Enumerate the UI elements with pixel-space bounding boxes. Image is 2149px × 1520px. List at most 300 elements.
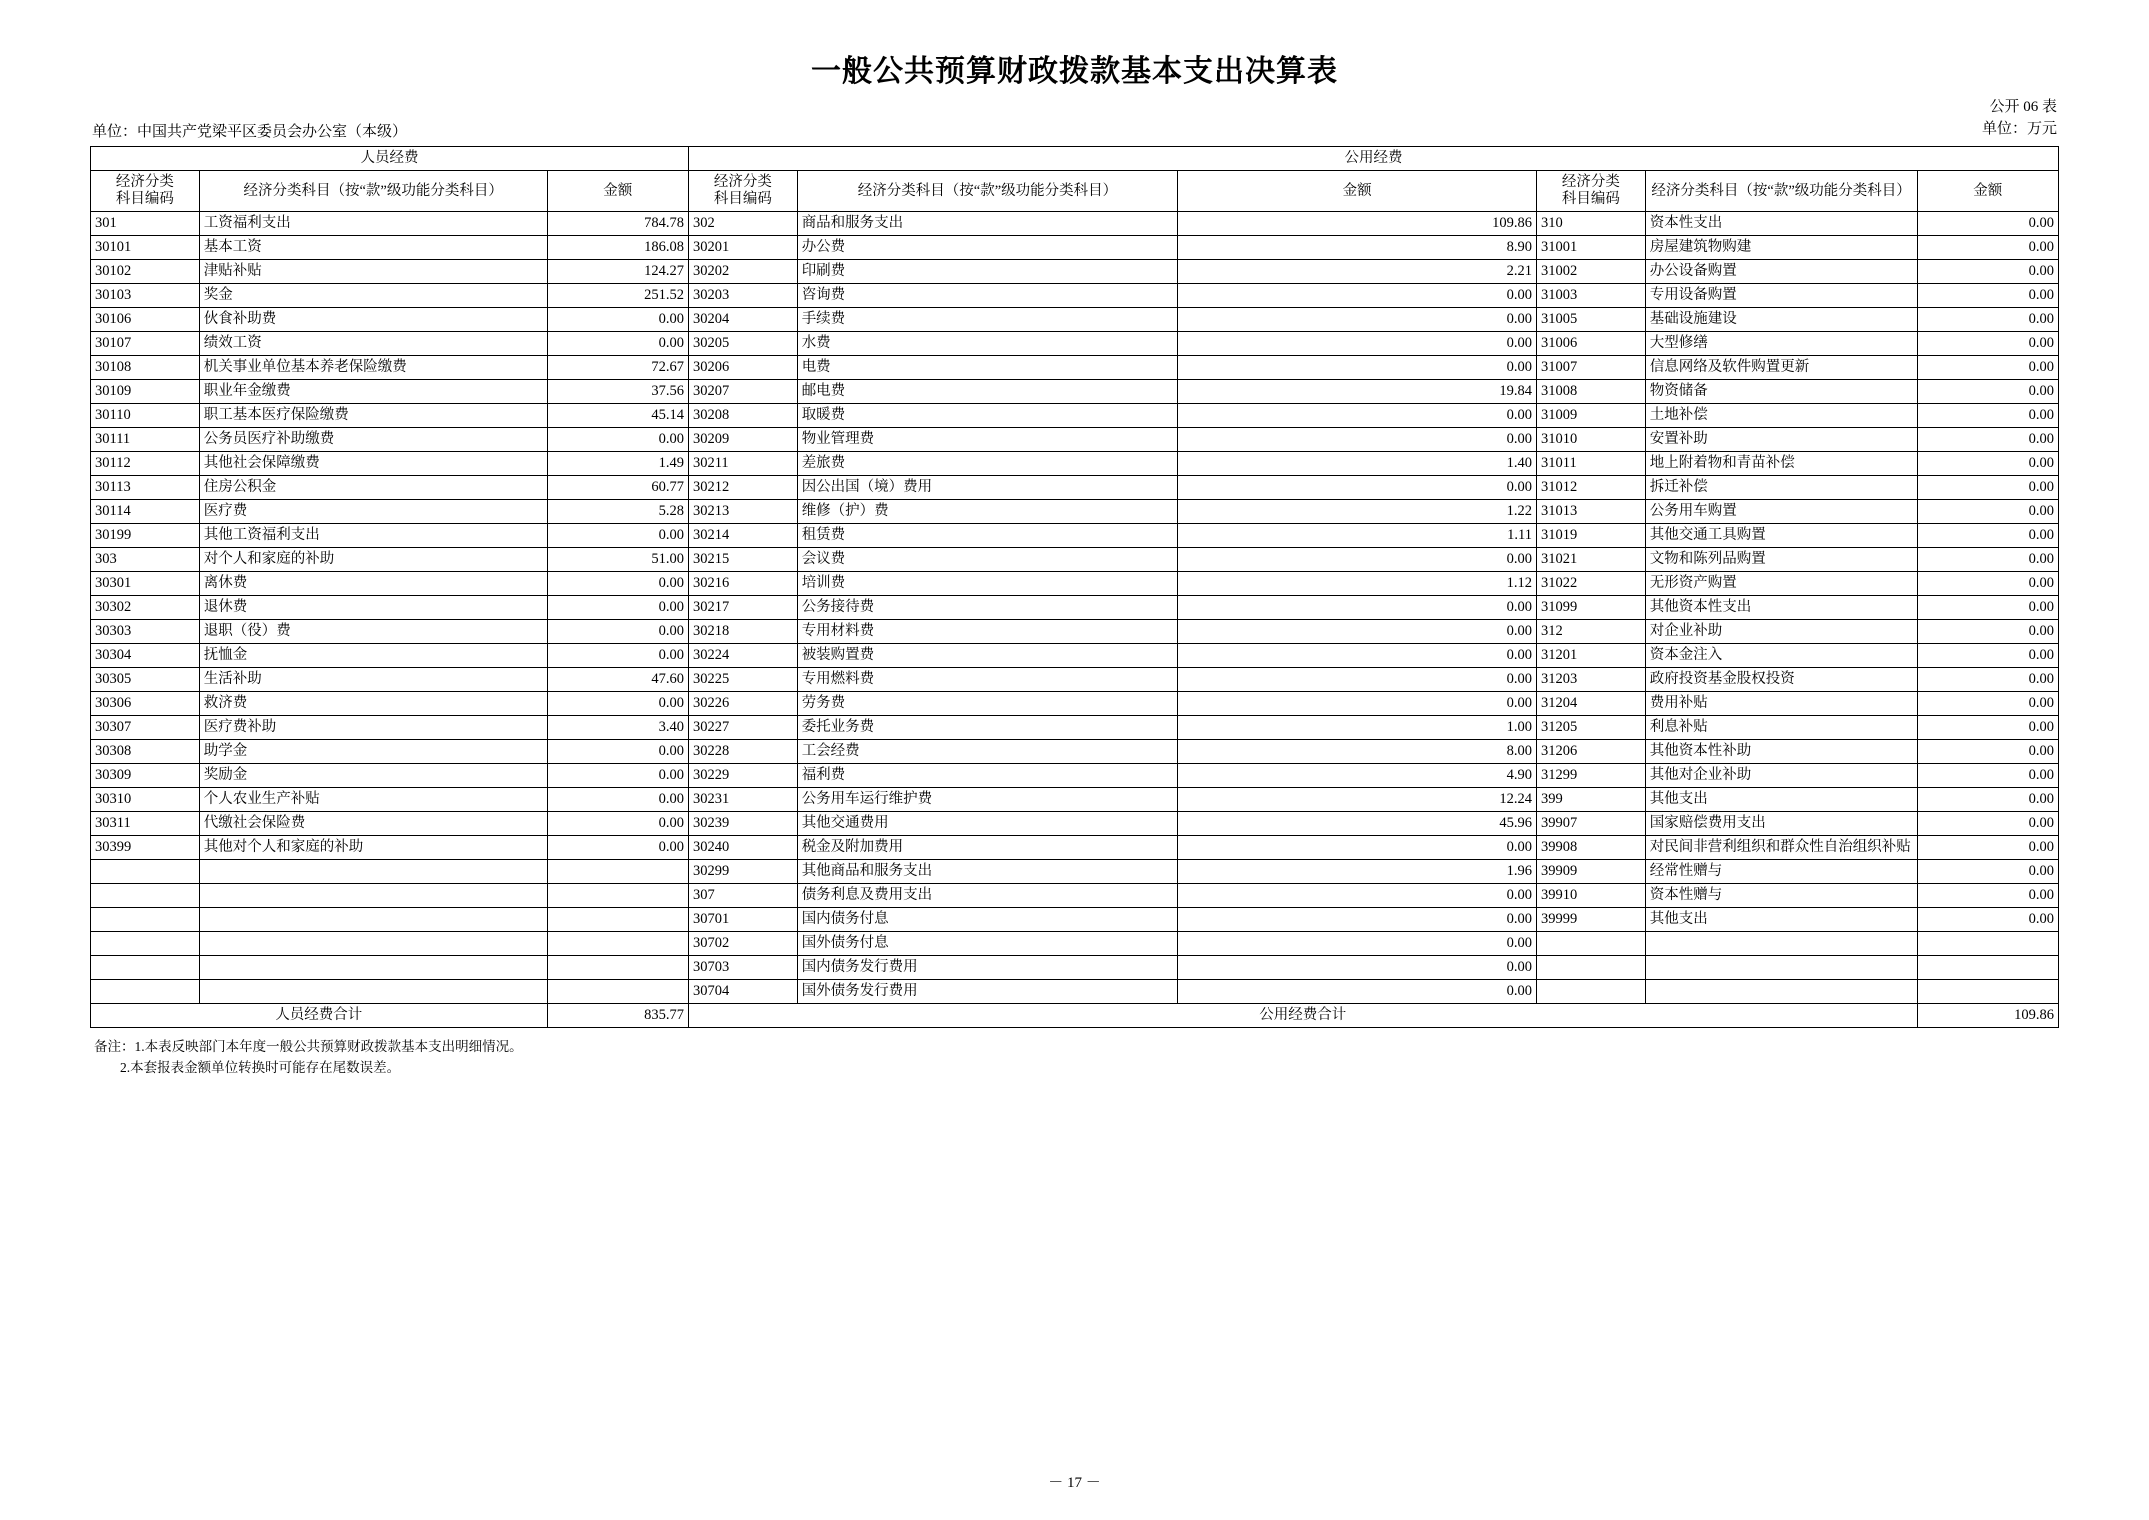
personnel-code-cell: 303 bbox=[91, 548, 200, 572]
capital-code-cell: 31012 bbox=[1537, 476, 1646, 500]
capital-subject-cell: 信息网络及软件购置更新 bbox=[1645, 356, 1917, 380]
public-subject-cell: 差旅费 bbox=[797, 452, 1178, 476]
public-subject-cell: 因公出国（境）费用 bbox=[797, 476, 1178, 500]
public-subject-cell: 专用材料费 bbox=[797, 620, 1178, 644]
public-amount-cell: 0.00 bbox=[1178, 356, 1537, 380]
public-amount-cell: 0.00 bbox=[1178, 932, 1537, 956]
public-amount-cell: 0.00 bbox=[1178, 284, 1537, 308]
public-code-cell: 30202 bbox=[688, 260, 797, 284]
form-number: 公开 06 表 bbox=[1989, 99, 2057, 115]
personnel-code-cell: 30107 bbox=[91, 332, 200, 356]
table-row bbox=[91, 620, 2059, 644]
unit-row bbox=[90, 98, 2059, 144]
personnel-code-cell bbox=[91, 860, 200, 884]
personnel-code-cell: 30113 bbox=[91, 476, 200, 500]
table-row bbox=[91, 860, 2059, 884]
capital-amount-cell: 0.00 bbox=[1917, 620, 2058, 644]
public-amount-cell: 0.00 bbox=[1178, 836, 1537, 860]
personnel-subject-cell: 津贴补贴 bbox=[199, 260, 547, 284]
personnel-code-cell: 30101 bbox=[91, 236, 200, 260]
capital-subject-cell: 资本性赠与 bbox=[1645, 884, 1917, 908]
public-amount-cell: 0.00 bbox=[1178, 668, 1537, 692]
personnel-amount-cell: 51.00 bbox=[547, 548, 688, 572]
personnel-total-label: 人员经费合计 bbox=[91, 1004, 548, 1028]
capital-subject-cell: 其他资本性支出 bbox=[1645, 596, 1917, 620]
public-subject-cell: 专用燃料费 bbox=[797, 668, 1178, 692]
public-amount-cell: 0.00 bbox=[1178, 596, 1537, 620]
table-row bbox=[91, 260, 2059, 284]
capital-amount-cell: 0.00 bbox=[1917, 908, 2058, 932]
personnel-amount-cell bbox=[547, 932, 688, 956]
public-amount-cell: 19.84 bbox=[1178, 380, 1537, 404]
personnel-code-cell bbox=[91, 908, 200, 932]
personnel-subject-cell: 职业年金缴费 bbox=[199, 380, 547, 404]
capital-amount-cell: 0.00 bbox=[1917, 452, 2058, 476]
table-row bbox=[91, 452, 2059, 476]
capital-subject-cell: 其他对企业补助 bbox=[1645, 764, 1917, 788]
personnel-subject-cell: 伙食补助费 bbox=[199, 308, 547, 332]
personnel-code-cell: 30112 bbox=[91, 452, 200, 476]
capital-subject-cell: 无形资产购置 bbox=[1645, 572, 1917, 596]
public-amount-cell: 4.90 bbox=[1178, 764, 1537, 788]
personnel-code-cell: 30199 bbox=[91, 524, 200, 548]
capital-subject-cell: 利息补贴 bbox=[1645, 716, 1917, 740]
public-subject-cell: 税金及附加费用 bbox=[797, 836, 1178, 860]
personnel-subject-cell: 公务员医疗补助缴费 bbox=[199, 428, 547, 452]
public-subject-cell: 国外债务发行费用 bbox=[797, 980, 1178, 1004]
capital-amount-cell: 0.00 bbox=[1917, 476, 2058, 500]
capital-code-cell: 310 bbox=[1537, 212, 1646, 236]
personnel-amount-cell: 251.52 bbox=[547, 284, 688, 308]
capital-amount-cell: 0.00 bbox=[1917, 284, 2058, 308]
public-code-cell: 30213 bbox=[688, 500, 797, 524]
capital-code-cell: 31002 bbox=[1537, 260, 1646, 284]
public-code-cell: 30701 bbox=[688, 908, 797, 932]
capital-code-cell: 31005 bbox=[1537, 308, 1646, 332]
capital-subject-cell bbox=[1645, 956, 1917, 980]
personnel-code-cell bbox=[91, 956, 200, 980]
capital-subject-cell: 地上附着物和青苗补偿 bbox=[1645, 452, 1917, 476]
public-code-cell: 30214 bbox=[688, 524, 797, 548]
public-code-cell: 30240 bbox=[688, 836, 797, 860]
public-subject-cell: 委托业务费 bbox=[797, 716, 1178, 740]
table-row bbox=[91, 380, 2059, 404]
col-header-subject-2: 经济分类科目（按“款”级功能分类科目） bbox=[797, 171, 1178, 212]
table-row bbox=[91, 644, 2059, 668]
capital-amount-cell: 0.00 bbox=[1917, 404, 2058, 428]
personnel-amount-cell: 784.78 bbox=[547, 212, 688, 236]
personnel-subject-cell bbox=[199, 860, 547, 884]
public-subject-cell: 维修（护）费 bbox=[797, 500, 1178, 524]
capital-subject-cell: 其他资本性补助 bbox=[1645, 740, 1917, 764]
capital-code-cell: 31021 bbox=[1537, 548, 1646, 572]
personnel-subject-cell: 离休费 bbox=[199, 572, 547, 596]
public-code-cell: 30225 bbox=[688, 668, 797, 692]
table-row bbox=[91, 284, 2059, 308]
personnel-subject-cell: 其他工资福利支出 bbox=[199, 524, 547, 548]
public-amount-cell: 0.00 bbox=[1178, 428, 1537, 452]
public-subject-cell: 电费 bbox=[797, 356, 1178, 380]
public-amount-cell: 0.00 bbox=[1178, 908, 1537, 932]
public-code-cell: 307 bbox=[688, 884, 797, 908]
capital-amount-cell: 0.00 bbox=[1917, 836, 2058, 860]
public-code-cell: 30299 bbox=[688, 860, 797, 884]
capital-code-cell: 31011 bbox=[1537, 452, 1646, 476]
personnel-amount-cell: 0.00 bbox=[547, 788, 688, 812]
capital-amount-cell: 0.00 bbox=[1917, 860, 2058, 884]
personnel-amount-cell bbox=[547, 908, 688, 932]
public-code-cell: 30205 bbox=[688, 332, 797, 356]
capital-code-cell: 31201 bbox=[1537, 644, 1646, 668]
capital-amount-cell: 0.00 bbox=[1917, 692, 2058, 716]
table-row bbox=[91, 788, 2059, 812]
table-row bbox=[91, 908, 2059, 932]
col-header-code-2: 经济分类 科目编码 bbox=[688, 171, 797, 212]
table-row bbox=[91, 548, 2059, 572]
personnel-amount-cell: 37.56 bbox=[547, 380, 688, 404]
public-subject-cell: 物业管理费 bbox=[797, 428, 1178, 452]
public-code-cell: 30218 bbox=[688, 620, 797, 644]
capital-code-cell: 31001 bbox=[1537, 236, 1646, 260]
table-row bbox=[91, 980, 2059, 1004]
capital-code-cell: 31013 bbox=[1537, 500, 1646, 524]
personnel-subject-cell: 生活补助 bbox=[199, 668, 547, 692]
capital-code-cell: 31008 bbox=[1537, 380, 1646, 404]
public-subject-cell: 印刷费 bbox=[797, 260, 1178, 284]
capital-subject-cell: 专用设备购置 bbox=[1645, 284, 1917, 308]
public-subject-cell: 被装购置费 bbox=[797, 644, 1178, 668]
personnel-subject-cell: 代缴社会保险费 bbox=[199, 812, 547, 836]
capital-amount-cell: 0.00 bbox=[1917, 524, 2058, 548]
public-code-cell: 30204 bbox=[688, 308, 797, 332]
public-amount-cell: 45.96 bbox=[1178, 812, 1537, 836]
capital-amount-cell: 0.00 bbox=[1917, 740, 2058, 764]
table-row bbox=[91, 572, 2059, 596]
public-total-amount: 109.86 bbox=[1917, 1004, 2058, 1028]
capital-code-cell bbox=[1537, 932, 1646, 956]
personnel-amount-cell bbox=[547, 956, 688, 980]
table-row bbox=[91, 596, 2059, 620]
capital-code-cell bbox=[1537, 956, 1646, 980]
personnel-subject-cell: 基本工资 bbox=[199, 236, 547, 260]
public-subject-cell: 劳务费 bbox=[797, 692, 1178, 716]
table-row bbox=[91, 212, 2059, 236]
unit-name: 单位：中国共产党梁平区委员会办公室（本级） bbox=[92, 124, 408, 140]
personnel-code-cell: 301 bbox=[91, 212, 200, 236]
capital-subject-cell: 国家赔偿费用支出 bbox=[1645, 812, 1917, 836]
personnel-subject-cell: 退职（役）费 bbox=[199, 620, 547, 644]
personnel-amount-cell: 186.08 bbox=[547, 236, 688, 260]
personnel-amount-cell: 72.67 bbox=[547, 356, 688, 380]
capital-code-cell: 31204 bbox=[1537, 692, 1646, 716]
totals-row bbox=[91, 1004, 2059, 1028]
page-title: 一般公共预算财政拨款基本支出决算表 bbox=[811, 55, 1338, 88]
personnel-code-cell bbox=[91, 980, 200, 1004]
public-code-cell: 30209 bbox=[688, 428, 797, 452]
personnel-code-cell: 30114 bbox=[91, 500, 200, 524]
capital-amount-cell: 0.00 bbox=[1917, 884, 2058, 908]
personnel-amount-cell: 0.00 bbox=[547, 764, 688, 788]
public-amount-cell: 0.00 bbox=[1178, 692, 1537, 716]
capital-amount-cell: 0.00 bbox=[1917, 260, 2058, 284]
personnel-amount-cell: 45.14 bbox=[547, 404, 688, 428]
capital-amount-cell: 0.00 bbox=[1917, 380, 2058, 404]
capital-subject-cell: 费用补贴 bbox=[1645, 692, 1917, 716]
capital-amount-cell: 0.00 bbox=[1917, 356, 2058, 380]
page-number: － 17 － bbox=[1048, 1475, 1101, 1491]
personnel-subject-cell: 医疗费补助 bbox=[199, 716, 547, 740]
personnel-amount-cell: 0.00 bbox=[547, 620, 688, 644]
capital-amount-cell: 0.00 bbox=[1917, 236, 2058, 260]
public-subject-cell: 其他商品和服务支出 bbox=[797, 860, 1178, 884]
capital-code-cell: 39909 bbox=[1537, 860, 1646, 884]
public-subject-cell: 福利费 bbox=[797, 764, 1178, 788]
group-header-public: 公用经费 bbox=[688, 147, 2058, 171]
capital-subject-cell bbox=[1645, 932, 1917, 956]
capital-subject-cell: 大型修缮 bbox=[1645, 332, 1917, 356]
col-header-amount-2: 金额 bbox=[1178, 171, 1537, 212]
table-foot bbox=[91, 1004, 2059, 1028]
capital-subject-cell: 文物和陈列品购置 bbox=[1645, 548, 1917, 572]
personnel-subject-cell: 绩效工资 bbox=[199, 332, 547, 356]
public-amount-cell: 0.00 bbox=[1178, 956, 1537, 980]
public-subject-cell: 取暖费 bbox=[797, 404, 1178, 428]
personnel-code-cell: 30109 bbox=[91, 380, 200, 404]
personnel-amount-cell: 0.00 bbox=[547, 644, 688, 668]
personnel-code-cell: 30103 bbox=[91, 284, 200, 308]
public-subject-cell: 租赁费 bbox=[797, 524, 1178, 548]
public-subject-cell: 国内债务付息 bbox=[797, 908, 1178, 932]
public-code-cell: 30227 bbox=[688, 716, 797, 740]
personnel-amount-cell: 0.00 bbox=[547, 812, 688, 836]
capital-code-cell: 31003 bbox=[1537, 284, 1646, 308]
public-amount-cell: 8.00 bbox=[1178, 740, 1537, 764]
capital-amount-cell: 0.00 bbox=[1917, 716, 2058, 740]
public-code-cell: 30203 bbox=[688, 284, 797, 308]
public-amount-cell: 0.00 bbox=[1178, 884, 1537, 908]
personnel-subject-cell bbox=[199, 956, 547, 980]
table-row bbox=[91, 692, 2059, 716]
public-amount-cell: 0.00 bbox=[1178, 644, 1537, 668]
public-subject-cell: 邮电费 bbox=[797, 380, 1178, 404]
table-row bbox=[91, 764, 2059, 788]
note-line-2: 2.本套报表金额单位转换时可能存在尾数误差。 bbox=[120, 1060, 401, 1075]
personnel-subject-cell: 助学金 bbox=[199, 740, 547, 764]
capital-amount-cell: 0.00 bbox=[1917, 644, 2058, 668]
personnel-subject-cell: 机关事业单位基本养老保险缴费 bbox=[199, 356, 547, 380]
public-code-cell: 30207 bbox=[688, 380, 797, 404]
capital-code-cell: 31009 bbox=[1537, 404, 1646, 428]
capital-code-cell: 31022 bbox=[1537, 572, 1646, 596]
personnel-subject-cell: 医疗费 bbox=[199, 500, 547, 524]
personnel-subject-cell: 个人农业生产补贴 bbox=[199, 788, 547, 812]
capital-code-cell: 39908 bbox=[1537, 836, 1646, 860]
public-subject-cell: 其他交通费用 bbox=[797, 812, 1178, 836]
capital-subject-cell: 基础设施建设 bbox=[1645, 308, 1917, 332]
capital-amount-cell: 0.00 bbox=[1917, 428, 2058, 452]
capital-subject-cell: 政府投资基金股权投资 bbox=[1645, 668, 1917, 692]
capital-amount-cell: 0.00 bbox=[1917, 788, 2058, 812]
personnel-code-cell: 30311 bbox=[91, 812, 200, 836]
capital-amount-cell: 0.00 bbox=[1917, 596, 2058, 620]
public-code-cell: 30201 bbox=[688, 236, 797, 260]
public-amount-cell: 1.96 bbox=[1178, 860, 1537, 884]
table-row bbox=[91, 356, 2059, 380]
capital-subject-cell: 资本性支出 bbox=[1645, 212, 1917, 236]
capital-amount-cell bbox=[1917, 956, 2058, 980]
capital-amount-cell: 0.00 bbox=[1917, 212, 2058, 236]
personnel-code-cell: 30310 bbox=[91, 788, 200, 812]
personnel-subject-cell: 奖励金 bbox=[199, 764, 547, 788]
capital-code-cell: 31203 bbox=[1537, 668, 1646, 692]
capital-amount-cell: 0.00 bbox=[1917, 332, 2058, 356]
personnel-amount-cell: 0.00 bbox=[547, 740, 688, 764]
public-code-cell: 30212 bbox=[688, 476, 797, 500]
public-code-cell: 30239 bbox=[688, 812, 797, 836]
personnel-amount-cell: 47.60 bbox=[547, 668, 688, 692]
personnel-subject-cell bbox=[199, 980, 547, 1004]
public-amount-cell: 12.24 bbox=[1178, 788, 1537, 812]
col-header-amount-3: 金额 bbox=[1917, 171, 2058, 212]
capital-subject-cell: 经常性赠与 bbox=[1645, 860, 1917, 884]
public-amount-cell: 2.21 bbox=[1178, 260, 1537, 284]
col-header-subject-1: 经济分类科目（按“款”级功能分类科目） bbox=[199, 171, 547, 212]
capital-code-cell: 31099 bbox=[1537, 596, 1646, 620]
table-row bbox=[91, 812, 2059, 836]
capital-amount-cell: 0.00 bbox=[1917, 572, 2058, 596]
capital-code-cell: 31010 bbox=[1537, 428, 1646, 452]
public-subject-cell: 公务用车运行维护费 bbox=[797, 788, 1178, 812]
personnel-amount-cell: 0.00 bbox=[547, 428, 688, 452]
capital-code-cell: 31299 bbox=[1537, 764, 1646, 788]
personnel-amount-cell: 124.27 bbox=[547, 260, 688, 284]
personnel-amount-cell: 0.00 bbox=[547, 332, 688, 356]
personnel-code-cell: 30102 bbox=[91, 260, 200, 284]
personnel-amount-cell: 0.00 bbox=[547, 308, 688, 332]
public-subject-cell: 国外债务付息 bbox=[797, 932, 1178, 956]
col-header-code-3: 经济分类 科目编码 bbox=[1537, 171, 1646, 212]
personnel-code-cell: 30399 bbox=[91, 836, 200, 860]
capital-subject-cell: 对企业补助 bbox=[1645, 620, 1917, 644]
capital-subject-cell: 公务用车购置 bbox=[1645, 500, 1917, 524]
col-header-subject-3: 经济分类科目（按“款”级功能分类科目） bbox=[1645, 171, 1917, 212]
personnel-code-cell: 30308 bbox=[91, 740, 200, 764]
capital-subject-cell: 其他支出 bbox=[1645, 908, 1917, 932]
public-amount-cell: 1.12 bbox=[1178, 572, 1537, 596]
public-code-cell: 30229 bbox=[688, 764, 797, 788]
public-code-cell: 30211 bbox=[688, 452, 797, 476]
personnel-subject-cell: 住房公积金 bbox=[199, 476, 547, 500]
public-code-cell: 30231 bbox=[688, 788, 797, 812]
capital-code-cell: 31006 bbox=[1537, 332, 1646, 356]
public-code-cell: 30208 bbox=[688, 404, 797, 428]
personnel-code-cell: 30108 bbox=[91, 356, 200, 380]
personnel-amount-cell bbox=[547, 884, 688, 908]
personnel-subject-cell: 退休费 bbox=[199, 596, 547, 620]
public-subject-cell: 商品和服务支出 bbox=[797, 212, 1178, 236]
table-row bbox=[91, 428, 2059, 452]
public-subject-cell: 手续费 bbox=[797, 308, 1178, 332]
personnel-amount-cell: 0.00 bbox=[547, 692, 688, 716]
capital-subject-cell: 其他交通工具购置 bbox=[1645, 524, 1917, 548]
table-head bbox=[91, 147, 2059, 212]
personnel-amount-cell: 0.00 bbox=[547, 836, 688, 860]
group-header-row bbox=[91, 147, 2059, 171]
table-row bbox=[91, 332, 2059, 356]
personnel-total-amount: 835.77 bbox=[547, 1004, 688, 1028]
public-amount-cell: 109.86 bbox=[1178, 212, 1537, 236]
capital-subject-cell: 物资储备 bbox=[1645, 380, 1917, 404]
personnel-subject-cell: 抚恤金 bbox=[199, 644, 547, 668]
capital-subject-cell bbox=[1645, 980, 1917, 1004]
public-amount-cell: 0.00 bbox=[1178, 404, 1537, 428]
capital-code-cell: 39910 bbox=[1537, 884, 1646, 908]
public-subject-cell: 国内债务发行费用 bbox=[797, 956, 1178, 980]
personnel-subject-cell: 职工基本医疗保险缴费 bbox=[199, 404, 547, 428]
public-subject-cell: 咨询费 bbox=[797, 284, 1178, 308]
public-amount-cell: 1.00 bbox=[1178, 716, 1537, 740]
capital-amount-cell bbox=[1917, 980, 2058, 1004]
public-amount-cell: 0.00 bbox=[1178, 308, 1537, 332]
personnel-code-cell: 30305 bbox=[91, 668, 200, 692]
capital-code-cell: 399 bbox=[1537, 788, 1646, 812]
capital-code-cell: 31019 bbox=[1537, 524, 1646, 548]
personnel-code-cell bbox=[91, 884, 200, 908]
personnel-subject-cell: 其他社会保障缴费 bbox=[199, 452, 547, 476]
public-subject-cell: 培训费 bbox=[797, 572, 1178, 596]
capital-amount-cell: 0.00 bbox=[1917, 500, 2058, 524]
personnel-subject-cell bbox=[199, 932, 547, 956]
capital-subject-cell: 拆迁补偿 bbox=[1645, 476, 1917, 500]
capital-code-cell: 31007 bbox=[1537, 356, 1646, 380]
personnel-amount-cell: 0.00 bbox=[547, 572, 688, 596]
personnel-code-cell: 30309 bbox=[91, 764, 200, 788]
personnel-amount-cell bbox=[547, 980, 688, 1004]
public-amount-cell: 1.11 bbox=[1178, 524, 1537, 548]
personnel-subject-cell bbox=[199, 884, 547, 908]
capital-amount-cell: 0.00 bbox=[1917, 548, 2058, 572]
table-body bbox=[91, 212, 2059, 1004]
table-row bbox=[91, 716, 2059, 740]
table-row bbox=[91, 524, 2059, 548]
column-header-row bbox=[91, 171, 2059, 212]
personnel-subject-cell: 工资福利支出 bbox=[199, 212, 547, 236]
capital-subject-cell: 房屋建筑物购建 bbox=[1645, 236, 1917, 260]
personnel-amount-cell: 0.00 bbox=[547, 596, 688, 620]
public-amount-cell: 8.90 bbox=[1178, 236, 1537, 260]
personnel-amount-cell: 1.49 bbox=[547, 452, 688, 476]
public-subject-cell: 会议费 bbox=[797, 548, 1178, 572]
public-subject-cell: 工会经费 bbox=[797, 740, 1178, 764]
unit-measure: 单位：万元 bbox=[1981, 121, 2057, 137]
table-row bbox=[91, 836, 2059, 860]
capital-amount-cell bbox=[1917, 932, 2058, 956]
table-row bbox=[91, 956, 2059, 980]
capital-code-cell: 31206 bbox=[1537, 740, 1646, 764]
personnel-subject-cell: 其他对个人和家庭的补助 bbox=[199, 836, 547, 860]
personnel-subject-cell: 奖金 bbox=[199, 284, 547, 308]
personnel-amount-cell: 0.00 bbox=[547, 524, 688, 548]
table-row bbox=[91, 932, 2059, 956]
public-amount-cell: 0.00 bbox=[1178, 980, 1537, 1004]
personnel-code-cell: 30302 bbox=[91, 596, 200, 620]
capital-code-cell bbox=[1537, 980, 1646, 1004]
capital-code-cell: 31205 bbox=[1537, 716, 1646, 740]
public-code-cell: 30703 bbox=[688, 956, 797, 980]
personnel-amount-cell: 3.40 bbox=[547, 716, 688, 740]
capital-subject-cell: 资本金注入 bbox=[1645, 644, 1917, 668]
public-amount-cell: 0.00 bbox=[1178, 476, 1537, 500]
